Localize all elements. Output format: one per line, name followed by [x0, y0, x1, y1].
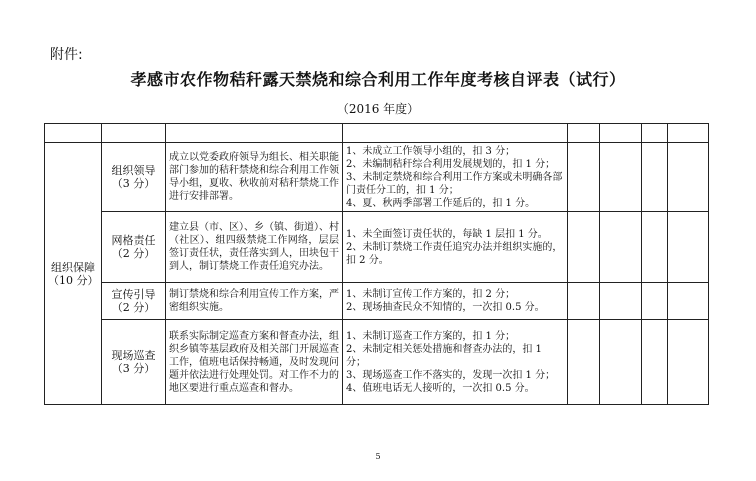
assessment-table [44, 123, 709, 405]
score-cell [642, 212, 668, 283]
score-cell [668, 320, 709, 405]
criteria-line: 2、未制订禁烧工作责任追究办法并组织实施的，扣 2 分。 [346, 241, 563, 266]
page-title: 孝感市农作物秸秆露天禁烧和综合利用工作年度考核自评表（试行） [130, 70, 626, 89]
header-cell [166, 124, 343, 143]
header-cell [668, 124, 709, 143]
header-cell [343, 124, 568, 143]
score-cell [600, 320, 642, 405]
criteria-line: 1、未成立工作领导小组的，扣 3 分； [346, 145, 516, 157]
header-cell [45, 124, 102, 143]
criteria-line: 1、未全面签订责任状的，每缺 1 层扣 1 分。 [346, 228, 548, 240]
item-name: 网格责任 [111, 234, 156, 247]
attachment-label: 附件: [50, 47, 83, 63]
item-points: （2 分） [111, 301, 156, 314]
criteria-line: 2、现场抽查民众不知情的，一次扣 0.5 分。 [346, 302, 545, 313]
item-cell [102, 320, 166, 405]
score-cell [668, 212, 709, 283]
criteria-cell [343, 283, 568, 320]
table-row [45, 212, 709, 283]
item-cell [102, 212, 166, 283]
item-points: （3 分） [111, 177, 156, 190]
criteria-line: 3、现场巡查工作不落实的，发现一次扣 1 分； [346, 369, 556, 381]
score-cell [600, 143, 642, 212]
requirement-cell: 联系实际制定巡查方案和督查办法，组织乡镇等基层政府及相关部门开展巡查工作，值班电话保持畅通，及时发现问题并依法进行处理处罚。对工作不力的地区要进行重点巡查和督办。 [166, 320, 343, 405]
category-name: 组织保障 [51, 260, 95, 274]
criteria-line: 2、未制定相关惩处措施和督查办法的，扣 1 分； [346, 343, 542, 368]
score-cell [568, 143, 600, 212]
item-points: （3 分） [111, 362, 156, 375]
criteria-line: 3、未制定禁烧和综合利用工作方案或未明确各部门责任分工的，扣 1 分； [346, 171, 563, 196]
header-cell [568, 124, 600, 143]
requirement-cell: 建立县（市、区）、乡（镇、街道）、村（社区）、组四级禁烧工作网络，层层签订责任状，责任落实到人，田块包干到人，制订禁烧工作责任追究办法。 [166, 212, 343, 283]
requirement-cell: 制订禁烧和综合利用宣传工作方案，严密组织实施。 [166, 283, 343, 320]
criteria-line: 4、值班电话无人接听的，一次扣 0.5 分。 [346, 382, 535, 394]
score-cell [668, 283, 709, 320]
score-cell [642, 320, 668, 405]
item-name: 宣传引导 [111, 288, 156, 301]
criteria-line: 1、未制订巡查工作方案的，扣 1 分； [346, 330, 516, 342]
category-points: （10 分） [48, 273, 99, 287]
table-row [45, 320, 709, 405]
header-cell [600, 124, 642, 143]
item-name: 组织领导 [111, 164, 156, 177]
score-cell [642, 283, 668, 320]
item-name: 现场巡查 [111, 349, 156, 362]
header-cell [102, 124, 166, 143]
criteria-line: 1、未制订宣传工作方案的，扣 2 分； [346, 289, 516, 300]
item-cell [102, 143, 166, 212]
score-cell [600, 212, 642, 283]
table-row [45, 143, 709, 212]
criteria-cell [343, 320, 568, 405]
criteria-cell [343, 143, 568, 212]
table-row [45, 283, 709, 320]
score-cell [568, 320, 600, 405]
criteria-line: 2、未编制秸秆综合利用发展规划的，扣 1 分； [346, 158, 556, 170]
page-number: 5 [375, 452, 381, 461]
header-row [45, 124, 709, 143]
category-cell [45, 143, 102, 405]
header-cell [642, 124, 668, 143]
page-subtitle: （2016 年度） [336, 102, 420, 116]
score-cell [668, 143, 709, 212]
requirement-cell: 成立以党委政府领导为组长、相关职能部门参加的秸秆禁烧和综合利用工作领导小组，夏收、秋收前对秸秆禁烧工作进行安排部署。 [166, 143, 343, 212]
item-cell [102, 283, 166, 320]
score-cell [600, 283, 642, 320]
score-cell [568, 212, 600, 283]
item-points: （2 分） [111, 247, 156, 260]
criteria-cell [343, 212, 568, 283]
score-cell [568, 283, 600, 320]
score-cell [642, 143, 668, 212]
criteria-line: 4、夏、秋两季部署工作延后的，扣 1 分。 [346, 197, 536, 209]
